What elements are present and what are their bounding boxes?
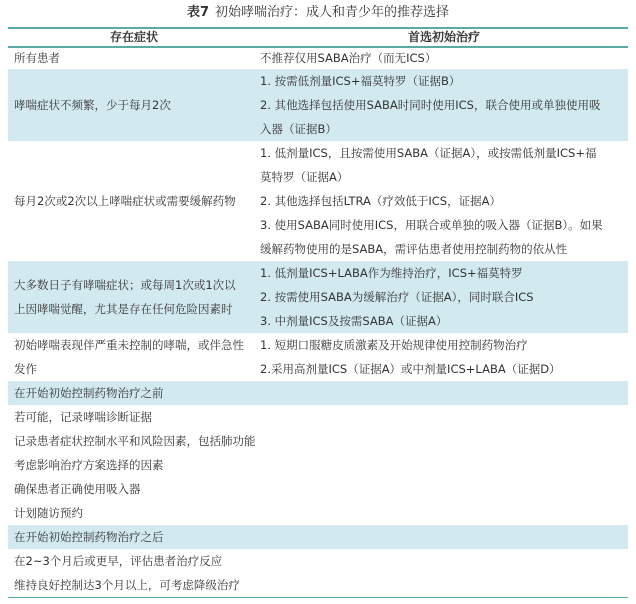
section-heading-before xyxy=(8,381,628,405)
list-item-text: 确保患者正确使用吸入器 xyxy=(14,481,141,496)
table-row xyxy=(8,69,628,141)
treatment-line: 3. 中剂量ICS及按需SABA（证据A） xyxy=(260,313,448,328)
list-item-text: 若可能，记录哮喘诊断证据 xyxy=(14,409,152,424)
symptom-cell xyxy=(8,261,260,333)
section-heading-text: 在开始初始控制药物治疗之前 xyxy=(14,385,164,400)
bottom-rule xyxy=(8,597,628,599)
header-treatment: 首选初始治疗 xyxy=(407,30,480,44)
table-title xyxy=(0,0,636,27)
header-symptoms: 存在症状 xyxy=(109,30,158,44)
symptom-cell xyxy=(8,333,260,381)
treatment-cell xyxy=(260,141,628,261)
section-heading-text: 在开始初始控制药物治疗之后 xyxy=(14,529,164,544)
symptom-text: 初始哮喘表现伴严重未控制的哮喘，或伴急性 xyxy=(14,337,244,352)
recommendation-table xyxy=(8,27,628,598)
table-title-text: 初始哮喘治疗：成人和青少年的推荐选择 xyxy=(215,5,450,20)
treatment-cell xyxy=(260,48,628,69)
table-row xyxy=(8,261,628,333)
list-item-text: 在2~3个月后或更早，评估患者治疗反应 xyxy=(14,553,223,568)
list-item-text: 维持良好控制达3个月以上，可考虑降级治疗 xyxy=(14,577,240,592)
list-item xyxy=(8,549,628,573)
list-item xyxy=(8,405,628,429)
treatment-line: 1. 按需低剂量ICS+福莫特罗（证据B） xyxy=(260,73,461,88)
treatment-line: 1. 低剂量ICS+LABA作为维持治疗，ICS+福莫特罗 xyxy=(260,265,523,280)
treatment-line: 2. 其他选择包括LTRA（疗效低于ICS，证据A） xyxy=(260,193,501,208)
treatment-line: 缓解药物使用的是SABA，需评估患者使用控制药物的依从性 xyxy=(260,241,568,256)
table-header xyxy=(8,29,628,46)
treatment-line: 不推荐仅用SABA治疗（而无ICS） xyxy=(260,50,437,65)
table-row xyxy=(8,141,628,261)
symptom-cell xyxy=(8,48,260,69)
treatment-line: 1. 短期口服糖皮质激素及开始规律使用控制药物治疗 xyxy=(260,337,528,352)
list-item-text: 考虑影响治疗方案选择的因素 xyxy=(14,457,164,472)
treatment-line: 2. 按需使用SABA为缓解治疗（证据A），同时联合ICS xyxy=(260,289,534,304)
list-item xyxy=(8,453,628,477)
symptom-text: 每月2次或2次以上哮喘症状或需要缓解药物 xyxy=(14,193,236,208)
treatment-cell xyxy=(260,333,628,381)
symptom-text: 所有患者 xyxy=(14,51,60,65)
treatment-line: 2.采用高剂量ICS（证据A）或中剂量ICS+LABA（证据D） xyxy=(260,361,561,376)
table-number: 表7 xyxy=(186,5,210,20)
list-item-text: 记录患者症状控制水平和风险因素，包括肺功能 xyxy=(14,433,256,448)
treatment-line: 3. 使用SABA同时使用ICS，用联合或单独的吸入器（证据B）。如果 xyxy=(260,217,603,232)
treatment-cell xyxy=(260,69,628,141)
table-row xyxy=(8,48,628,69)
symptom-text: 大多数日子有哮喘症状；或每周1次或1次以 xyxy=(14,277,236,292)
list-item xyxy=(8,501,628,525)
symptom-text: 哮喘症状不频繁，少于每月2次 xyxy=(14,97,171,112)
treatment-line: 莫特罗（证据A） xyxy=(260,169,349,184)
section-heading-after xyxy=(8,525,628,549)
symptom-cell xyxy=(8,69,260,141)
symptom-cell xyxy=(8,141,260,261)
symptom-text: 发作 xyxy=(14,361,37,376)
list-item-text: 计划随访预约 xyxy=(14,505,83,520)
list-item xyxy=(8,429,628,453)
table-row xyxy=(8,333,628,381)
treatment-line: 2. 其他选择包括使用SABA时同时使用ICS，联合使用或单独使用吸 xyxy=(260,97,601,112)
treatment-cell xyxy=(260,261,628,333)
treatment-line: 入器（证据B） xyxy=(260,121,337,136)
list-item xyxy=(8,573,628,597)
treatment-line: 1. 低剂量ICS，且按需使用SABA（证据A），或按需低剂量ICS+福 xyxy=(260,145,597,160)
list-item xyxy=(8,477,628,501)
symptom-text: 上因哮喘觉醒，尤其是存在任何危险因素时 xyxy=(14,301,233,316)
